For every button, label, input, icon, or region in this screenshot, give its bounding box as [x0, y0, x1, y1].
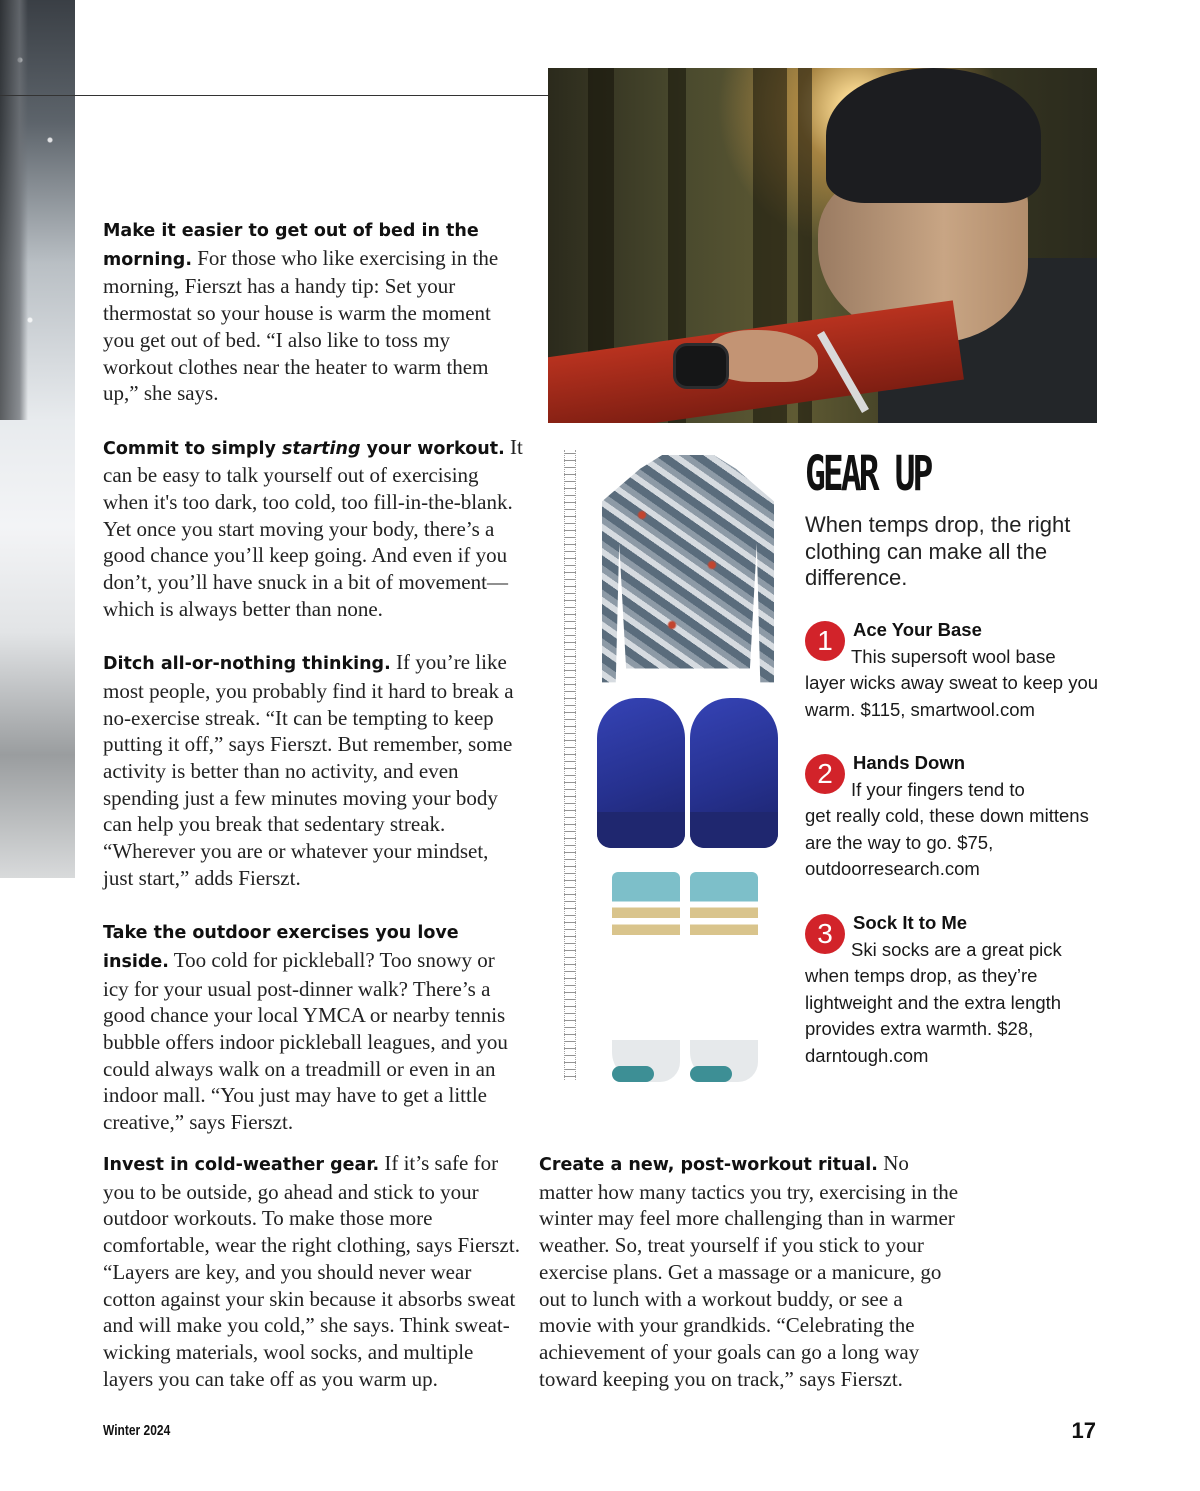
tip-heading: Make it easier to get out of bed in the morning. [103, 221, 479, 270]
item-name: Ace Your Base [853, 619, 982, 640]
item-description-first-line: This supersoft wool base [851, 645, 1056, 667]
tip-heading: Invest in cold-weather gear. [103, 1155, 380, 1175]
down-mitten-right-image [690, 698, 778, 848]
gear-item [805, 617, 1105, 723]
decorative-vertical-rule [564, 450, 576, 1080]
tip-paragraph [103, 216, 523, 407]
item-description-first-line: If your fingers tend to [851, 778, 1025, 800]
gear-up-subtitle: When temps drop, the right clothing can make all the difference. [805, 512, 1071, 590]
tip-heading: Create a new, post-workout ritual. [539, 1155, 878, 1175]
top-divider-line [0, 95, 548, 96]
ski-sock-left-image [612, 872, 680, 1082]
item-description: layer wicks away sweat to keep you warm. $115, smartwool.com [805, 672, 1099, 720]
tip-paragraph [103, 1150, 523, 1392]
article-column-left [103, 216, 523, 1163]
item-description: get really cold, these down mittens are the way to go. $75, outdoorresearch.com [805, 805, 1089, 879]
gear-item [805, 750, 1105, 883]
tip-heading: Take the outdoor exercises you love inside. [103, 923, 459, 972]
page-number: 17 [1071, 1418, 1096, 1443]
item-number-badge: 1 [805, 621, 845, 661]
tip-body: It can be easy to talk yourself out of exercising when it's too dark, too cold, too fill-in-the-blank. Yet once you start moving your body, there’s a good chance you’ll keep going. And even if you don’t, you’ll have snuck in a bit of movement—which is always better than none. [103, 434, 523, 621]
issue-date: Winter 2024 [103, 1422, 171, 1439]
article-column-bottom-right [539, 1150, 959, 1419]
tip-paragraph [103, 649, 523, 891]
tip-body: If it’s safe for you to be outside, go ahead and stick to your outdoor workouts. To make those more comfortable, wear the right clothing, says Fierszt. “Layers are key, and you should never wear cotton against your skin because it absorbs sweat and will make you cold,” she says. Think sweat-wicking materials, wool socks, and multiple layers you can take off as you warm up. [103, 1151, 520, 1391]
item-number-badge: 3 [805, 914, 845, 954]
snowy-trees-photo [0, 0, 75, 878]
tip-body: If you’re like most people, you probably find it hard to break a no-exercise streak. “It can be tempting to keep putting it off,” says Fierszt. But remember, some activity is better than no activity, and even spending just a few minutes moving your body can help you break that sedentary streak. “Wherever you are or whatever your mindset, just start,” adds Fierszt. [103, 650, 514, 890]
ski-sock-right-image [690, 872, 758, 1082]
gear-up-title: GEAR UP [805, 446, 931, 502]
wool-base-layer-shirt-image [602, 455, 774, 687]
runner-checking-watch-photo [548, 68, 1097, 423]
tip-heading: Commit to simply starting your workout. [103, 438, 505, 459]
tip-paragraph [103, 434, 523, 623]
item-description-first-line: Ski socks are a great pick [851, 938, 1062, 960]
tip-body: Too cold for pickleball? Too snowy or icy for your usual post-dinner walk? There’s a good chance your local YMCA or nearby tennis bubble offers indoor pickleball leagues, and you could always walk on a treadmill or even in an indoor mall. “You just may have to get a little creative,” says Fierszt. [103, 947, 508, 1135]
item-name: Sock It to Me [853, 912, 968, 933]
gear-item [805, 910, 1105, 1069]
tip-body: For those who like exercising in the morning, Fierszt has a handy tip: Set your thermostat so your house is warm the moment you get out of bed. “I also like to toss my workout clothes near the heater to warm them up,” she says. [103, 245, 499, 406]
item-number-badge: 2 [805, 754, 845, 794]
tip-body: No matter how many tactics you try, exercising in the winter may feel more challenging than in warmer weather. So, treat yourself if you stick to your exercise plans. Get a massage or a manicure, go out to lunch with a workout buddy, or see a movie with your grandkids. “Celebrating the achievement of your goals can go a long way toward keeping you on track,” says Fierszt. [539, 1151, 959, 1391]
item-name: Hands Down [853, 752, 966, 773]
tip-heading: Ditch all-or-nothing thinking. [103, 654, 391, 675]
tip-paragraph [539, 1150, 959, 1392]
tip-paragraph [103, 918, 523, 1136]
article-column-bottom-left [103, 1150, 523, 1419]
item-description: when temps drop, as they’re lightweight and the extra length provides extra warmth. $28, darntough.com [805, 965, 1062, 1066]
down-mitten-left-image [597, 698, 685, 848]
